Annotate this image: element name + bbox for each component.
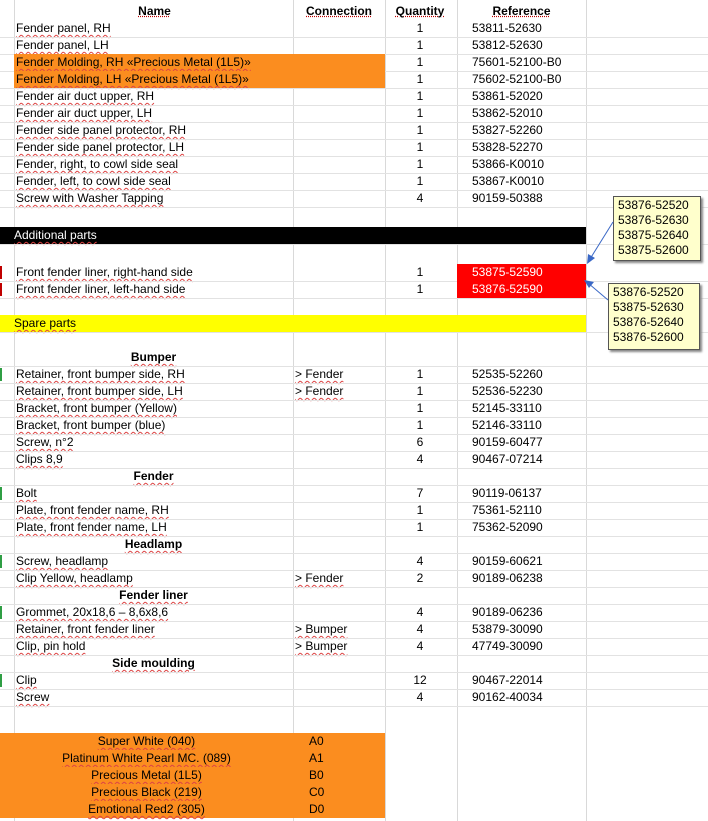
spare-quantity[interactable]: 1 bbox=[416, 520, 424, 534]
color-code[interactable]: B0 bbox=[293, 767, 385, 784]
additional-quantity[interactable]: 1 bbox=[416, 282, 424, 296]
spare-name[interactable]: Plate, front fender name, LH bbox=[16, 520, 167, 534]
spare-name[interactable]: Plate, front fender name, RH bbox=[16, 503, 169, 517]
color-name-text: Emotional Red2 (305) bbox=[88, 802, 205, 816]
part-quantity[interactable]: 1 bbox=[416, 157, 424, 171]
color-name-text: Precious Metal (1L5) bbox=[91, 768, 202, 782]
spare-name[interactable]: Retainer, front bumper side, LH bbox=[16, 384, 183, 398]
part-name[interactable]: Fender, right, to cowl side seal bbox=[16, 157, 179, 171]
spare-quantity[interactable]: 1 bbox=[416, 384, 424, 398]
spare-quantity[interactable]: 1 bbox=[416, 418, 424, 432]
part-reference[interactable]: 75602-52100-B0 bbox=[472, 72, 562, 86]
part-reference[interactable]: 90159-50388 bbox=[472, 191, 543, 205]
note-line: 53876-52600 bbox=[613, 330, 684, 344]
spare-quantity[interactable]: 1 bbox=[416, 503, 424, 517]
group-title[interactable]: Fender bbox=[133, 469, 174, 483]
part-reference[interactable]: 53827-52260 bbox=[472, 123, 543, 137]
spare-reference[interactable]: 90119-06137 bbox=[472, 486, 542, 500]
spare-quantity[interactable]: 4 bbox=[416, 639, 424, 653]
spare-reference[interactable]: 90467-07214 bbox=[472, 452, 543, 466]
spare-reference[interactable]: 90162-40034 bbox=[472, 690, 543, 704]
note-line: 53876-52520 bbox=[613, 285, 684, 299]
color-code[interactable]: D0 bbox=[293, 801, 385, 818]
spare-name[interactable]: Bracket, front bumper (blue) bbox=[16, 418, 166, 432]
part-name[interactable]: Fender air duct upper, RH bbox=[16, 89, 155, 103]
header-name[interactable]: Name bbox=[138, 4, 171, 18]
spare-quantity[interactable]: 1 bbox=[416, 367, 424, 381]
additional-reference[interactable]: 53875-52590 bbox=[457, 264, 586, 281]
part-quantity[interactable]: 1 bbox=[416, 55, 424, 69]
spare-reference[interactable]: 90159-60621 bbox=[472, 554, 543, 568]
note-line: 53876-52630 bbox=[618, 213, 689, 227]
spare-name[interactable]: Screw bbox=[16, 690, 50, 704]
spare-quantity[interactable]: 2 bbox=[416, 571, 424, 585]
part-quantity[interactable]: 4 bbox=[416, 191, 424, 205]
part-name[interactable]: Fender side panel protector, LH bbox=[16, 140, 185, 154]
spare-name[interactable]: Bolt bbox=[16, 486, 37, 500]
note-line: 53876-52520 bbox=[618, 198, 689, 212]
spare-connection[interactable]: > Bumper bbox=[295, 622, 348, 636]
spare-name[interactable]: Clips 8,9 bbox=[16, 452, 63, 466]
part-quantity[interactable]: 1 bbox=[416, 72, 424, 86]
part-quantity[interactable]: 1 bbox=[416, 38, 424, 52]
spare-connection[interactable]: > Bumper bbox=[295, 639, 348, 653]
part-quantity[interactable]: 1 bbox=[416, 174, 424, 188]
spare-name[interactable]: Clip bbox=[16, 673, 37, 687]
header-quantity[interactable]: Quantity bbox=[395, 4, 445, 18]
spare-reference[interactable]: 53879-30090 bbox=[472, 622, 543, 636]
color-name-text: Precious Black (219) bbox=[91, 785, 202, 799]
spare-quantity[interactable]: 4 bbox=[416, 622, 424, 636]
spare-reference[interactable]: 52536-52230 bbox=[472, 384, 543, 398]
spare-quantity[interactable]: 4 bbox=[416, 554, 424, 568]
spare-reference[interactable]: 52145-33110 bbox=[472, 401, 542, 415]
part-quantity[interactable]: 1 bbox=[416, 123, 424, 137]
spare-name[interactable]: Clip Yellow, headlamp bbox=[16, 571, 133, 585]
note-line: 53875-52640 bbox=[618, 228, 689, 242]
additional-name[interactable]: Front fender liner, right-hand side bbox=[16, 265, 193, 279]
spare-name[interactable]: Clip, pin hold bbox=[16, 639, 86, 653]
group-title[interactable]: Side moulding bbox=[112, 656, 195, 670]
part-reference[interactable]: 53812-52630 bbox=[472, 38, 543, 52]
spare-quantity[interactable]: 6 bbox=[416, 435, 424, 449]
spare-quantity[interactable]: 1 bbox=[416, 401, 424, 415]
spare-reference[interactable]: 90159-60477 bbox=[472, 435, 543, 449]
spare-reference[interactable]: 90189-06236 bbox=[472, 605, 543, 619]
spare-reference[interactable]: 52146-33110 bbox=[472, 418, 542, 432]
part-reference[interactable]: 53866-K0010 bbox=[472, 157, 545, 171]
spare-reference[interactable]: 90189-06238 bbox=[472, 571, 543, 585]
note-line: 53875-52600 bbox=[618, 243, 689, 257]
additional-quantity[interactable]: 1 bbox=[416, 265, 424, 279]
spare-connection[interactable]: > Fender bbox=[295, 384, 344, 398]
spare-quantity[interactable]: 4 bbox=[416, 452, 424, 466]
color-name-text: Super White (040) bbox=[97, 734, 196, 748]
part-reference[interactable]: 53867-K0010 bbox=[472, 174, 545, 188]
spare-quantity[interactable]: 12 bbox=[413, 673, 427, 687]
color-code[interactable]: C0 bbox=[293, 784, 385, 801]
note-line: 53875-52630 bbox=[613, 300, 684, 314]
color-name-text: Platinum White Pearl MC. (089) bbox=[62, 751, 231, 765]
additional-parts-label: Additional parts bbox=[14, 228, 97, 242]
spare-connection[interactable]: > Fender bbox=[295, 367, 344, 381]
part-reference[interactable]: 53861-52020 bbox=[472, 89, 543, 103]
spare-name[interactable]: Grommet, 20x18,6 – 8,6x8,6 bbox=[16, 605, 169, 619]
spare-reference[interactable]: 90467-22014 bbox=[472, 673, 543, 687]
color-code[interactable]: A1 bbox=[293, 750, 385, 767]
part-name[interactable]: Fender Molding, LH «Precious Metal (1L5)» bbox=[14, 71, 293, 88]
group-title[interactable]: Headlamp bbox=[124, 537, 183, 551]
part-quantity[interactable]: 1 bbox=[416, 140, 424, 154]
additional-name[interactable]: Front fender liner, left-hand side bbox=[16, 282, 186, 296]
part-name[interactable]: Fender, left, to cowl side seal bbox=[16, 174, 171, 188]
spare-name[interactable]: Retainer, front bumper side, RH bbox=[16, 367, 185, 381]
part-reference[interactable]: 53828-52270 bbox=[472, 140, 543, 154]
part-name[interactable]: Screw with Washer Tapping bbox=[16, 191, 164, 205]
part-reference[interactable]: 53811-52630 bbox=[472, 21, 542, 35]
part-name[interactable]: Fender panel, LH bbox=[16, 38, 109, 52]
part-name[interactable]: Fender Molding, RH «Precious Metal (1L5)» bbox=[14, 54, 293, 71]
part-name[interactable]: Fender air duct upper, LH bbox=[16, 106, 153, 120]
part-quantity[interactable]: 1 bbox=[416, 21, 424, 35]
note-line: 53876-52640 bbox=[613, 315, 684, 329]
spare-quantity[interactable]: 7 bbox=[416, 486, 424, 500]
part-name[interactable]: Fender panel, RH bbox=[16, 21, 111, 35]
spare-name[interactable]: Bracket, front bumper (Yellow) bbox=[16, 401, 177, 415]
spare-name[interactable]: Retainer, front fender liner bbox=[16, 622, 155, 636]
spare-name[interactable]: Screw, n°2 bbox=[16, 435, 74, 449]
spare-reference[interactable]: 75362-52090 bbox=[472, 520, 543, 534]
color-code[interactable]: A0 bbox=[293, 733, 385, 750]
additional-reference[interactable]: 53876-52590 bbox=[457, 281, 586, 298]
part-reference[interactable]: 75601-52100-B0 bbox=[472, 55, 562, 69]
connector-arrow bbox=[587, 254, 595, 264]
spare-reference[interactable]: 52535-52260 bbox=[472, 367, 543, 381]
connector-line bbox=[590, 222, 613, 259]
header-connection[interactable]: Connection bbox=[306, 4, 372, 18]
spare-name[interactable]: Screw, headlamp bbox=[16, 554, 109, 568]
part-name[interactable]: Fender side panel protector, RH bbox=[16, 123, 187, 137]
part-reference[interactable]: 53862-52010 bbox=[472, 106, 543, 120]
spare-quantity[interactable]: 4 bbox=[416, 605, 424, 619]
group-title[interactable]: Fender liner bbox=[119, 588, 188, 602]
spare-quantity[interactable]: 4 bbox=[416, 690, 424, 704]
group-title[interactable]: Bumper bbox=[130, 350, 177, 364]
spare-connection[interactable]: > Fender bbox=[295, 571, 344, 585]
spare-parts-label: Spare parts bbox=[14, 316, 77, 330]
spare-reference[interactable]: 75361-52110 bbox=[472, 503, 542, 517]
part-quantity[interactable]: 1 bbox=[416, 106, 424, 120]
part-quantity[interactable]: 1 bbox=[416, 89, 424, 103]
header-reference[interactable]: Reference bbox=[492, 4, 551, 18]
spare-reference[interactable]: 47749-30090 bbox=[472, 639, 543, 653]
